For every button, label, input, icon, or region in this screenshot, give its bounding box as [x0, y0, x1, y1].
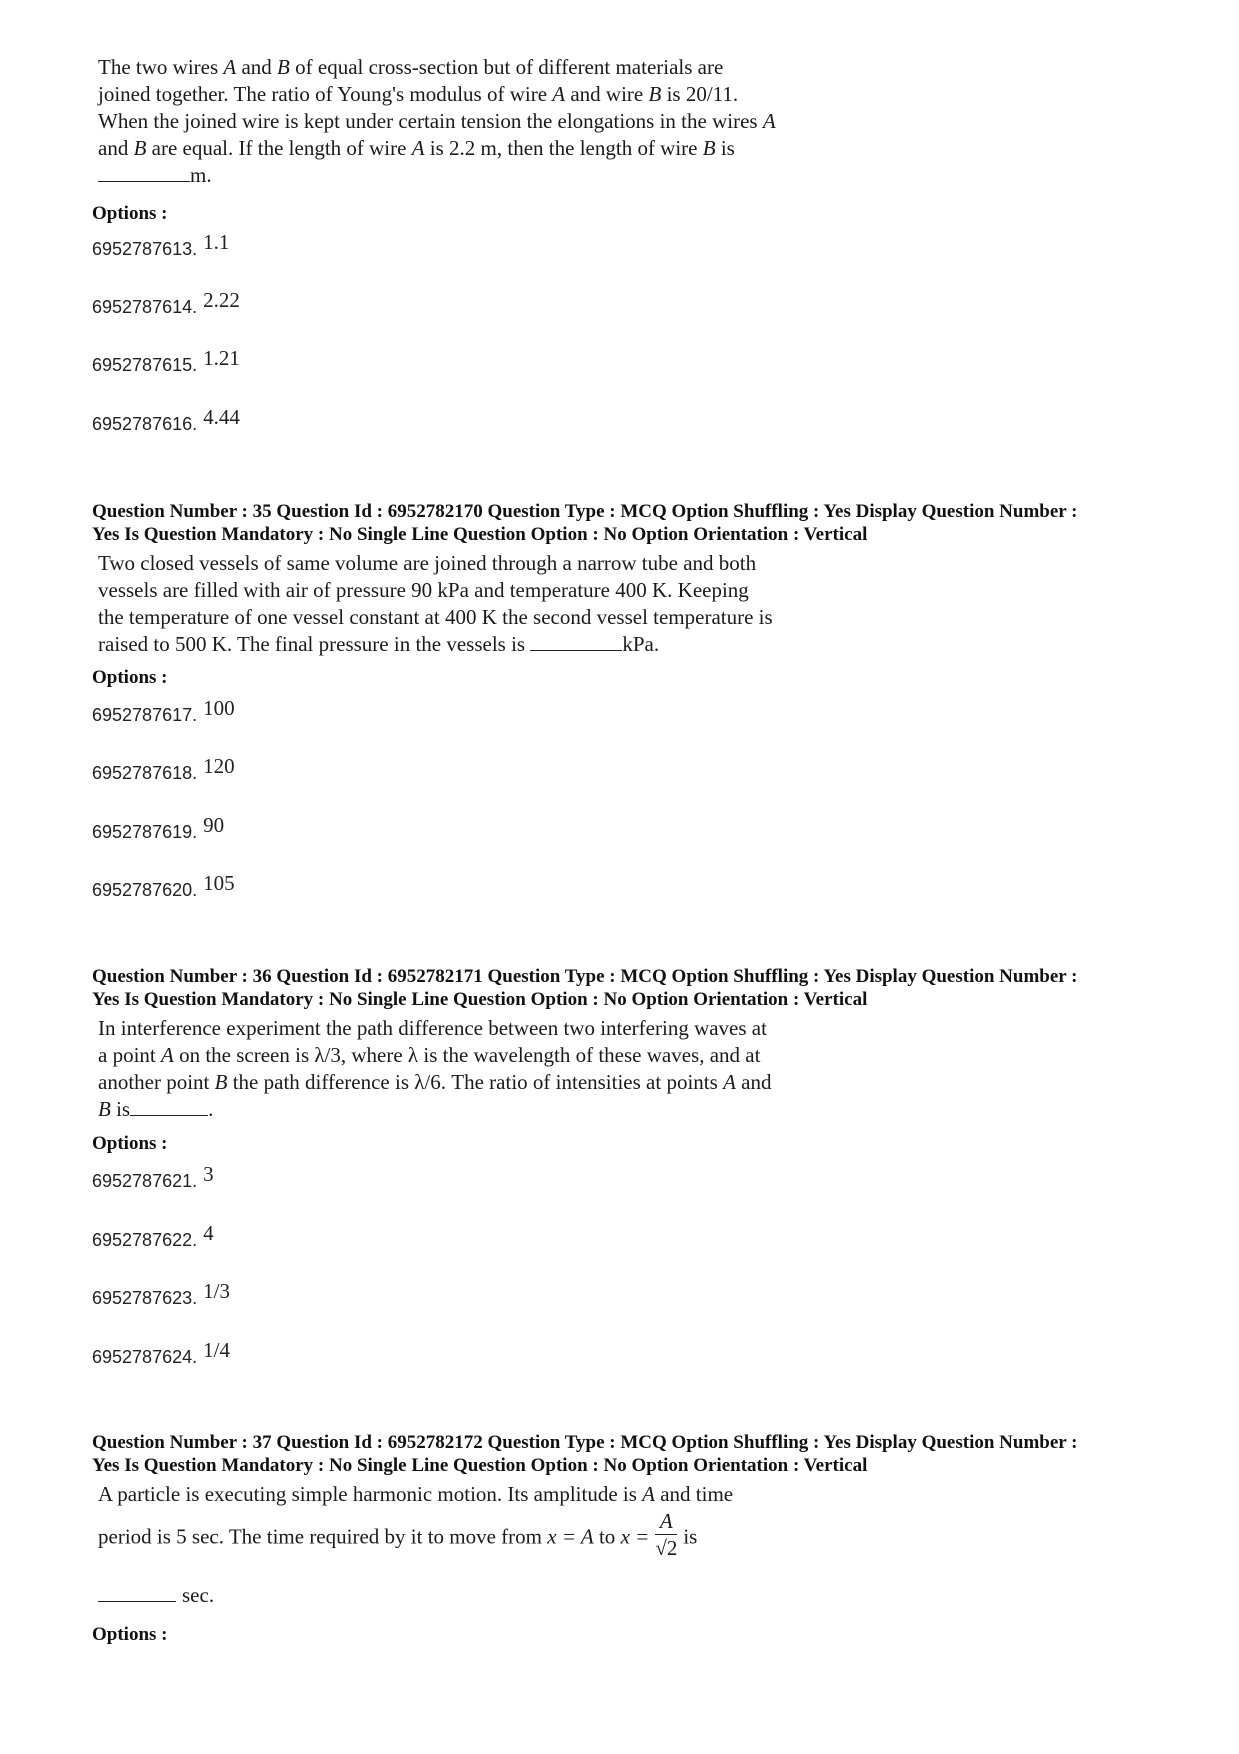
stem-line	[98, 604, 858, 631]
q37-stem	[98, 1481, 858, 1508]
q37-stem-line-1	[98, 1481, 858, 1508]
option-id: 6952787622.	[92, 1230, 198, 1250]
q35-stem	[98, 550, 858, 658]
q35-option-1[interactable]	[92, 696, 235, 727]
option-value: 90	[203, 813, 225, 837]
stem-line	[98, 1015, 858, 1042]
stem-text: the temperature of one vessel constant at 400 K the second vessel temperature is	[98, 605, 773, 629]
option-id: 6952787619.	[92, 822, 198, 842]
math-variable: B	[133, 136, 147, 160]
stem-text: and	[735, 1070, 772, 1094]
q35-option-4[interactable]	[92, 871, 235, 902]
stem-text: When the joined wire is kept under certain tension the elongations in the wires	[98, 109, 763, 133]
q37-eq-from: x = A	[547, 1524, 594, 1549]
stem-text: another point	[98, 1070, 215, 1094]
q36-meta	[92, 965, 1172, 1011]
stem-text: .	[208, 1097, 214, 1121]
fraction-denominator: √2	[655, 1536, 678, 1560]
stem-line	[98, 577, 858, 604]
option-id: 6952787615.	[92, 355, 198, 375]
math-variable: A	[223, 55, 237, 79]
answer-blank	[98, 1583, 176, 1602]
stem-line	[98, 1069, 858, 1096]
q35-meta-line-1: Question Number : 35 Question Id : 6952782170 Question Type : MCQ Option Shuffling : Yes Display Question Number :	[92, 501, 1078, 522]
stem-line	[98, 631, 858, 658]
option-value: 100	[203, 696, 235, 720]
math-variable: A	[411, 136, 425, 160]
q37-stem-line-2	[98, 1509, 858, 1565]
option-id: 6952787616.	[92, 414, 198, 434]
option-id: 6952787623.	[92, 1288, 198, 1308]
q37-stem-line-3	[98, 1582, 858, 1609]
stem-text: In interference experiment the path difference between two interfering waves at	[98, 1016, 767, 1040]
q34-option-1[interactable]	[92, 230, 230, 261]
stem-text: vessels are filled with air of pressure 90 kPa and temperature 400 K. Keeping	[98, 578, 749, 602]
math-variable: A	[723, 1070, 736, 1094]
option-value: 4.44	[203, 405, 240, 429]
option-value: 2.22	[203, 288, 240, 312]
stem-line	[98, 108, 858, 135]
stem-line	[98, 550, 858, 577]
q36-option-1[interactable]	[92, 1162, 214, 1193]
math-variable: A	[642, 1482, 655, 1506]
q34-option-4[interactable]	[92, 405, 240, 436]
math-variable: A	[762, 109, 776, 133]
stem-text: joined together. The ratio of Young's modulus of wire	[98, 82, 553, 106]
stem-text: Two closed vessels of same volume are joined through a narrow tube and both	[98, 551, 757, 575]
q37-stem-is: is	[683, 1524, 698, 1549]
q37-fraction	[655, 1508, 677, 1561]
option-id: 6952787621.	[92, 1171, 198, 1191]
stem-text: and wire	[565, 82, 649, 106]
q37-stem-to: to	[593, 1524, 621, 1549]
option-value: 1/4	[203, 1338, 230, 1362]
stem-text: of equal cross-section but of different materials are	[289, 55, 724, 79]
stem-text: a point	[98, 1043, 161, 1067]
stem-line	[98, 54, 858, 81]
option-value: 4	[203, 1221, 214, 1245]
answer-blank	[130, 1097, 208, 1116]
stem-text: The two wires	[98, 55, 224, 79]
stem-line	[98, 1096, 858, 1123]
q36-option-3[interactable]	[92, 1279, 230, 1310]
math-variable: A	[161, 1043, 174, 1067]
option-value: 105	[203, 871, 235, 895]
q35-option-3[interactable]	[92, 813, 225, 844]
q35-options-label: Options :	[92, 667, 168, 688]
q37-meta-line-2: Yes Is Question Mandatory : No Single Line Question Option : No Option Orientation : Vertical	[92, 1455, 868, 1476]
q36-stem	[98, 1015, 858, 1123]
q36-meta-line-1: Question Number : 36 Question Id : 6952782171 Question Type : MCQ Option Shuffling : Yes Display Question Number :	[92, 966, 1078, 987]
stem-line	[98, 162, 858, 189]
q37-meta	[92, 1431, 1172, 1477]
stem-text: is 20/11.	[661, 82, 739, 106]
q37-stem-text: period is 5 sec. The time required by it to move from	[98, 1524, 548, 1549]
q35-option-2[interactable]	[92, 754, 235, 785]
math-variable: B	[648, 82, 662, 106]
stem-line	[98, 1042, 858, 1069]
option-value: 1/3	[203, 1279, 230, 1303]
q35-meta	[92, 500, 1172, 546]
q37-eq-to: x =	[620, 1524, 650, 1549]
stem-text: is	[110, 1097, 131, 1121]
option-value: 1.21	[203, 346, 240, 370]
q36-options-label: Options :	[92, 1133, 168, 1154]
q34-option-2[interactable]	[92, 288, 240, 319]
stem-line	[98, 135, 858, 162]
stem-text: raised to 500 K. The final pressure in the vessels is	[98, 632, 531, 656]
option-id: 6952787617.	[92, 705, 198, 725]
stem-text: on the screen is λ/3, where λ is the wavelength of these waves, and at	[173, 1043, 761, 1067]
stem-text: the path difference is λ/6. The ratio of intensities at points	[227, 1070, 724, 1094]
q37-meta-line-1: Question Number : 37 Question Id : 6952782172 Question Type : MCQ Option Shuffling : Yes Display Question Number :	[92, 1432, 1078, 1453]
stem-line	[98, 81, 858, 108]
option-value: 1.1	[203, 230, 230, 254]
option-value: 3	[203, 1162, 214, 1186]
math-variable: B	[214, 1070, 228, 1094]
q34-stem	[98, 54, 858, 189]
stem-text: kPa.	[622, 632, 660, 656]
math-variable: A	[552, 82, 566, 106]
stem-text: is 2.2 m, then the length of wire	[424, 136, 703, 160]
stem-text: and	[98, 136, 134, 160]
answer-blank	[530, 632, 622, 651]
fraction-numerator: A	[655, 1508, 677, 1535]
q36-option-2[interactable]	[92, 1221, 214, 1252]
q34-options-label: Options :	[92, 203, 168, 224]
stem-text: and time	[654, 1482, 734, 1506]
option-id: 6952787624.	[92, 1347, 198, 1367]
option-value: 120	[203, 754, 235, 778]
stem-text: is	[715, 136, 735, 160]
q37-options-label: Options :	[92, 1624, 168, 1645]
q34-option-3[interactable]	[92, 346, 240, 377]
q36-meta-line-2: Yes Is Question Mandatory : No Single Line Question Option : No Option Orientation : Vertical	[92, 989, 868, 1010]
option-id: 6952787620.	[92, 880, 198, 900]
stem-text: m.	[190, 163, 212, 187]
q36-option-4[interactable]	[92, 1338, 230, 1369]
option-id: 6952787614.	[92, 297, 198, 317]
math-variable: B	[277, 55, 290, 79]
answer-blank	[98, 163, 190, 182]
q37-unit: sec.	[182, 1583, 215, 1607]
math-variable: B	[98, 1097, 111, 1121]
math-variable: B	[702, 136, 716, 160]
q35-meta-line-2: Yes Is Question Mandatory : No Single Line Question Option : No Option Orientation : Vertical	[92, 524, 868, 545]
stem-text: A particle is executing simple harmonic motion. Its amplitude is	[98, 1482, 643, 1506]
option-id: 6952787613.	[92, 239, 198, 259]
stem-text: are equal. If the length of wire	[146, 136, 412, 160]
stem-text: and	[236, 55, 278, 79]
option-id: 6952787618.	[92, 763, 198, 783]
